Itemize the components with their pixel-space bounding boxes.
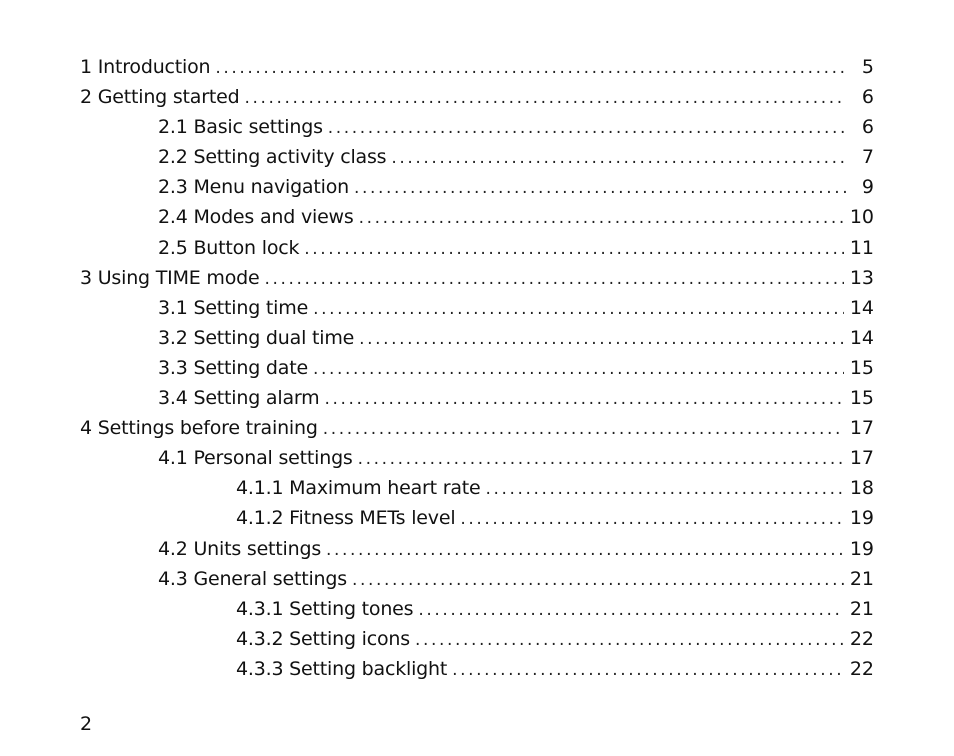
toc-entry-menu-navigation[interactable] [80,172,874,202]
toc-entry-page: 22 [849,627,874,650]
dot-leader [391,143,846,173]
toc-entry-page: 10 [849,206,874,229]
toc-entry-general-settings[interactable] [80,564,874,594]
toc-entry-page: 17 [849,417,874,440]
toc-entry-getting-started[interactable] [80,82,874,112]
toc-entry-title: 4.3.3 Setting backlight [236,657,448,680]
dot-leader [264,264,843,294]
dot-leader [304,234,844,264]
dot-leader [323,414,844,444]
toc-entry-page: 18 [849,477,874,500]
toc-entry-setting-activity-class[interactable] [80,142,874,172]
toc-entry-page: 17 [849,447,874,470]
toc-entry-title: 3.3 Setting date [158,356,308,379]
dot-leader [415,625,844,655]
toc-entry-title: 4.3.2 Setting icons [236,627,410,650]
toc-entry-page: 19 [849,537,874,560]
dot-leader [418,595,843,625]
toc-entry-setting-time[interactable] [80,293,874,323]
dot-leader [354,173,846,203]
toc-entry-title: 4.2 Units settings [158,537,322,560]
toc-entry-page: 15 [849,387,874,410]
dot-leader [328,113,846,143]
toc-entry-title: 3.4 Setting alarm [158,387,320,410]
toc-entry-title: 2 Getting started [80,86,240,109]
toc-entry-page: 22 [849,657,874,680]
toc-entry-page: 19 [849,507,874,530]
toc-entry-modes-and-views[interactable] [80,202,874,232]
toc-entry-page: 6 [861,116,874,139]
toc-entry-title: 3.2 Setting dual time [158,326,355,349]
toc-entry-page: 6 [861,86,874,109]
dot-leader [215,53,846,83]
page-number: 2 [80,713,93,735]
toc-entry-page: 14 [849,296,874,319]
toc-entry-title: 3 Using TIME mode [80,266,260,289]
toc-entry-title: 1 Introduction [80,56,211,78]
table-of-contents [80,52,874,684]
toc-entry-units-settings[interactable] [80,534,874,564]
toc-entry-personal-settings[interactable] [80,443,874,473]
dot-leader [326,535,844,565]
toc-entry-settings-before-training[interactable] [80,413,874,443]
dot-leader [359,203,844,233]
toc-entry-setting-tones[interactable] [80,594,874,624]
toc-entry-page: 9 [861,176,874,199]
dot-leader [313,354,844,384]
toc-entry-title: 4.3.1 Setting tones [236,597,414,620]
toc-entry-page: 5 [861,56,874,78]
toc-entry-title: 2.3 Menu navigation [158,176,349,199]
dot-leader [324,384,843,414]
toc-entry-setting-icons[interactable] [80,624,874,654]
toc-entry-title: 2.4 Modes and views [158,206,354,229]
toc-entry-title: 4 Settings before training [80,417,318,440]
toc-entry-title: 4.1.1 Maximum heart rate [236,477,481,500]
toc-entry-page: 13 [849,266,874,289]
toc-entry-setting-dual-time[interactable] [80,323,874,353]
dot-leader [486,474,844,504]
toc-entry-introduction[interactable] [80,52,874,82]
dot-leader [244,83,846,113]
dot-leader [358,444,844,474]
toc-entry-maximum-heart-rate[interactable] [80,473,874,503]
dot-leader [313,294,844,324]
dot-leader [452,655,844,685]
toc-entry-page: 14 [849,326,874,349]
toc-entry-title: 2.5 Button lock [158,236,300,259]
toc-entry-title: 4.3 General settings [158,567,347,590]
toc-entry-setting-alarm[interactable] [80,383,874,413]
toc-entry-page: 21 [849,567,874,590]
toc-entry-title: 2.1 Basic settings [158,116,323,139]
toc-entry-basic-settings[interactable] [80,112,874,142]
toc-entry-title: 2.2 Setting activity class [158,146,387,169]
toc-entry-title: 4.1.2 Fitness METs level [236,507,456,530]
toc-entry-page: 21 [849,597,874,620]
toc-entry-fitness-mets-level[interactable] [80,503,874,533]
dot-leader [359,324,844,354]
toc-entry-page: 15 [849,356,874,379]
toc-entry-title: 4.1 Personal settings [158,447,353,470]
toc-entry-button-lock[interactable] [80,233,874,263]
toc-entry-using-time-mode[interactable] [80,263,874,293]
dot-leader [460,504,843,534]
toc-entry-page: 7 [861,146,874,169]
toc-entry-setting-backlight[interactable] [80,654,874,684]
dot-leader [352,565,844,595]
toc-entry-page: 11 [849,236,874,259]
toc-entry-title: 3.1 Setting time [158,296,309,319]
toc-entry-setting-date[interactable] [80,353,874,383]
